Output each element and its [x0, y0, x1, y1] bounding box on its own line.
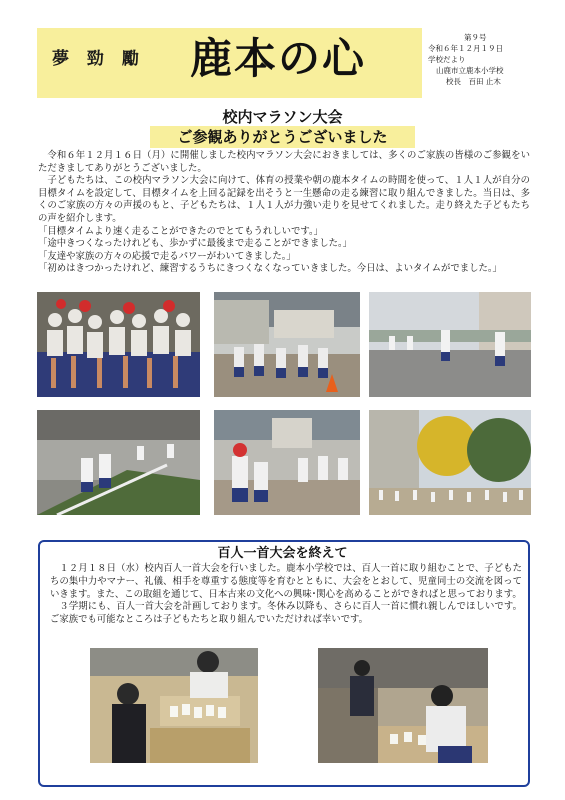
marathon-field-photo — [369, 410, 531, 515]
quote: 「友達や家族の方々の応援で走るパワーがわいてきました。」 — [38, 250, 296, 262]
paragraph: ３学期にも、百人一首大会を計画しております。冬休み以降も、さらに百人一首に慣れ親しんでほしいです。ご家族でも可能なところは子どもたちと取り組んでいただければ幸いです。 — [50, 601, 522, 626]
issue-info — [428, 32, 504, 87]
issue-date: 令和６年１２月１９日 — [428, 44, 503, 53]
principal-name: 校長 百田 止木 — [446, 77, 501, 86]
section-body — [50, 563, 522, 627]
section-body — [38, 150, 530, 276]
paragraph: 子どもたちは、この校内マラソン大会に向けて、体育の授業や朝の鹿本タイムの時間を使って、１人１人が自分の目標タイムを設定して、目標タイムを上回る記録を出そうと一生懸命の走る練習に取り組んできました。当日は、多くのご家族の方々の声援のもと、子どもたちは、１人１人が力強い走りを見せてくれました。走り終えた子どもたちの声を紹介します。 — [38, 175, 530, 224]
quote: 「途中きつくなったけれども、歩かずに最後まで走ることができました。」 — [38, 238, 353, 250]
newsletter-type: 学校だより — [428, 55, 466, 64]
section-title: 百人一首大会を終えて — [217, 546, 348, 561]
issue-number: 第９号 — [464, 33, 487, 42]
marathon-start-photo — [37, 292, 200, 397]
quote: 「初めはきつかったけれど、練習するうちにきつくなくなっていきました。今日は、よいタイムがでました。」 — [38, 263, 502, 275]
quote: 「目標タイムより速く走ることができたのでとてもうれしいです。」 — [38, 225, 323, 237]
school-name: 山鹿市立鹿本小学校 — [436, 66, 504, 75]
section-title: 校内マラソン大会 — [222, 108, 343, 126]
paragraph: １２月１８日（水）校内百人一首大会を行いました。鹿本小学校では、百人一首に取り組むことで、子どもたちの集中力やマナー、礼儀、相手を尊重する態度等を育むとともに、大会をとおして、児童同士の交流を図っていきます。また、この取組を通じて、日本古来の文化への興味･関心を高めることができればと思っております。 — [50, 563, 522, 600]
section-subtitle: ご参観ありがとうございました — [177, 128, 388, 146]
school-motto: 夢 勁 勵 — [52, 49, 145, 69]
paragraph: 令和６年１２月１６日（月）に開催しました校内マラソン大会におきましては、多くのご家族の皆様のご参観をいただきましてありがとうございました。 — [38, 150, 530, 174]
karuta-classroom-photo — [90, 648, 258, 763]
marathon-road-photo — [369, 292, 531, 397]
marathon-school-grounds-photo — [214, 292, 360, 397]
karuta-gym-photo — [318, 648, 488, 763]
marathon-crowd-photo — [214, 410, 360, 515]
newsletter-masthead: 鹿本の心 — [190, 34, 367, 83]
marathon-runners-photo — [37, 410, 200, 515]
